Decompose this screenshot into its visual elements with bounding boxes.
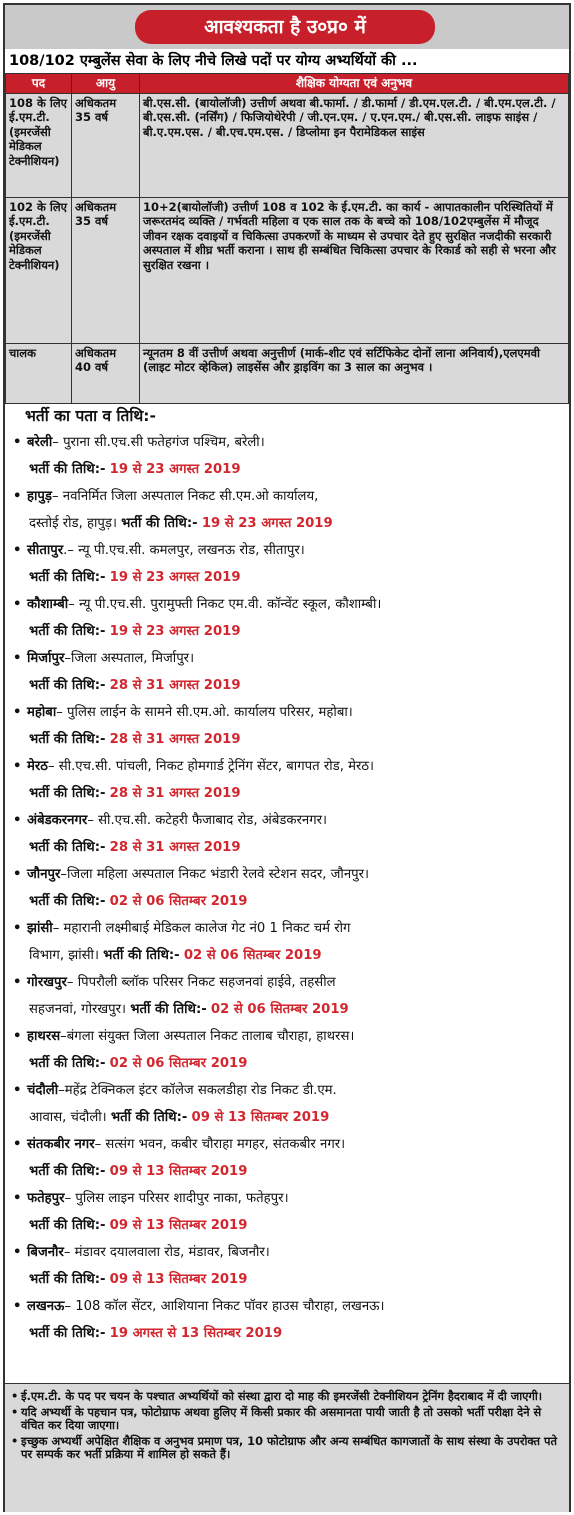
age-cell: अधिकतम 35 वर्ष <box>72 94 140 198</box>
eligibility-table <box>5 73 569 404</box>
location-city: बरेली <box>27 435 53 450</box>
location-address-line <box>5 591 569 618</box>
location-address: – पुलिस लाइन परिसर शादीपुर नाका, फतेहपुर। <box>64 1191 289 1206</box>
bullet-icon: • <box>13 543 22 558</box>
date-label: भर्ती की तिथि:- <box>29 1218 106 1233</box>
header-post: पद <box>6 74 72 94</box>
recruitment-date: 02 से 06 सितम्बर 2019 <box>210 1002 349 1017</box>
location-address-line <box>5 1185 569 1212</box>
post-cell: 108 के लिए ई.एम.टी. (इमरजेंसी मेडिकल टेक्नीशियन) <box>6 94 72 198</box>
location-address-cont: सहजनवां, गोरखपुर। <box>29 1002 127 1017</box>
location-address: – मंडावर दयालवाला रोड, मंडावर, बिजनौर। <box>63 1245 270 1260</box>
recruitment-locations <box>5 403 569 1347</box>
date-label: भर्ती की तिथि:- <box>29 1056 106 1071</box>
note-item: • इच्छुक अभ्यर्थी अपेक्षित शैक्षिक व अनुभव प्रमाण पत्र, 10 फोटोग्राफ और अन्य सम्बंधित कागजातों के साथ संस्था के उपरोक्त पते पर सम्पर्क कर भर्ती प्रक्रिया में शामिल हो सकते हैं। <box>11 1433 557 1462</box>
location-address-line <box>5 969 569 996</box>
location-date-line <box>5 1212 569 1239</box>
note-text: इच्छुक अभ्यर्थी अपेक्षित शैक्षिक व अनुभव प्रमाण पत्र, 10 फोटोग्राफ और अन्य सम्बंधित कागजातों के साथ संस्था के उपरोक्त पते पर सम्पर्क कर भर्ती प्रक्रिया में शामिल हो सकते हैं। <box>21 1433 557 1462</box>
location-address-cont: आवास, चंदौली। <box>29 1110 107 1125</box>
recruitment-date: 19 से 23 अगस्त 2019 <box>109 624 241 639</box>
location-address-cont: विभाग, झांसी। <box>29 948 99 963</box>
location-city: गोरखपुर <box>27 975 67 990</box>
date-label: भर्ती की तिथि:- <box>103 948 180 963</box>
bullet-icon: • <box>13 1083 22 1098</box>
date-label: भर्ती की तिथि:- <box>29 786 106 801</box>
bullet-icon: • <box>13 1137 22 1152</box>
location-date-line <box>5 1266 569 1293</box>
location-city: हापुड़ <box>27 489 52 504</box>
location-address-line <box>5 915 569 942</box>
location-date-line <box>5 456 569 483</box>
recruitment-date: 19 से 23 अगस्त 2019 <box>109 462 241 477</box>
date-label: भर्ती की तिथि:- <box>29 840 106 855</box>
location-address-line <box>5 1023 569 1050</box>
bullet-icon: • <box>13 1191 22 1206</box>
post-cell: चालक <box>6 344 72 404</box>
advertisement <box>3 3 571 1512</box>
bullet-icon: • <box>13 921 22 936</box>
location-city: मेरठ <box>27 759 48 774</box>
notice-line: 108/102 एम्बुलेंस सेवा के लिए नीचे लिखे पदों पर योग्य अभ्यर्थियों की ... <box>9 53 418 69</box>
header-band <box>5 5 569 49</box>
location-date-line <box>5 1158 569 1185</box>
note-item: • यदि अभ्यर्थी के पहचान पत्र, फोटोग्राफ अथवा हुलिए में किसी प्रकार की असमानता पायी जाती है तो उसको भर्ती परीक्षा देने से वंचित कर दिया जाएगा। <box>11 1404 542 1433</box>
bullet-icon: • <box>13 1029 22 1044</box>
recruitment-date: 19 अगस्त से 13 सितम्बर 2019 <box>109 1326 283 1341</box>
location-city: झांसी <box>27 921 53 936</box>
recruitment-date: 09 से 13 सितम्बर 2019 <box>109 1164 248 1179</box>
location-date-line <box>5 888 569 915</box>
location-address: – सत्संग भवन, कबीर चौराहा मगहर, संतकबीर नगर। <box>94 1137 346 1152</box>
date-label: भर्ती की तिथि:- <box>130 1002 207 1017</box>
location-address: – महारानी लक्ष्मीबाई मेडिकल कालेज गेट नं0 1 निकट चर्म रोग <box>52 921 351 936</box>
location-address-line <box>5 483 569 510</box>
location-address: – पुराना सी.एच.सी फतेहगंज पश्चिम, बरेली। <box>52 435 265 450</box>
date-label: भर्ती की तिथि:- <box>29 678 106 693</box>
location-city: चंदौली <box>27 1083 59 1098</box>
location-city: जौनपुर <box>27 867 61 882</box>
bullet-icon: • <box>13 975 22 990</box>
notes-box <box>5 1383 569 1512</box>
recruitment-date: 19 से 23 अगस्त 2019 <box>109 570 241 585</box>
date-label: भर्ती की तिथि:- <box>29 462 106 477</box>
bullet-icon: • <box>13 435 22 450</box>
date-label: भर्ती की तिथि:- <box>29 1272 106 1287</box>
location-address-line <box>5 645 569 672</box>
location-address: –बंगला संयुक्त जिला अस्पताल निकट तालाब चौराहा, हाथरस। <box>60 1029 355 1044</box>
location-date-line <box>5 510 569 537</box>
location-address-cont: दस्तोई रोड, हापुड़। <box>29 516 117 531</box>
note-text: ई.एम.टी. के पद पर चयन के पश्चात अभ्यर्थियों को संस्था द्वारा दो माह की इमरजेंसी टेक्नीशियन ट्रेनिंग हैदराबाद में दी जाएगी। <box>21 1389 543 1403</box>
location-city: अंबेडकरनगर <box>27 813 88 828</box>
location-date-line <box>5 834 569 861</box>
qualification-cell: न्यूनतम 8 वीं उत्तीर्ण अथवा अनुत्तीर्ण (मार्क-शीट एवं सर्टिफिकेट दोनों लाना अनिवार्य),एलएमवी (लाइट मोटर व्हेकिल) लाइसेंस और ड्राइविंग का 3 साल का अनुभव । <box>140 344 569 404</box>
date-label: भर्ती की तिथि:- <box>29 1326 106 1341</box>
header-qualification: शैक्षिक योग्यता एवं अनुभव <box>140 74 569 94</box>
location-city: फतेहपुर <box>27 1191 65 1206</box>
recruitment-date: 09 से 13 सितम्बर 2019 <box>109 1272 248 1287</box>
location-date-line <box>5 1320 569 1347</box>
date-label: भर्ती की तिथि:- <box>110 1110 188 1125</box>
location-address: .– न्यू पी.एच.सी. कमलपुर, लखनऊ रोड, सीतापुर। <box>63 543 305 558</box>
recruitment-date: 02 से 06 सितम्बर 2019 <box>183 948 322 963</box>
location-address-line <box>5 807 569 834</box>
location-date-line <box>5 996 569 1023</box>
location-city: महोबा <box>27 705 57 720</box>
bullet-icon: • <box>13 705 22 720</box>
location-date-line <box>5 942 569 969</box>
recruitment-date: 19 से 23 अगस्त 2019 <box>201 516 333 531</box>
location-address: – नवनिर्मित जिला अस्पताल निकट सी.एम.ओ कार्यालय, <box>51 489 319 504</box>
age-cell: अधिकतम 35 वर्ष <box>72 198 140 344</box>
location-date-line <box>5 618 569 645</box>
recruitment-date: 28 से 31 अगस्त 2019 <box>109 786 241 801</box>
bullet-icon: • <box>13 597 22 612</box>
post-cell: 102 के लिए ई.एम.टी. (इमरजेंसी मेडिकल टेक्नीशियन) <box>6 198 72 344</box>
location-city: कौशाम्बी <box>27 597 69 612</box>
location-city: मिर्जापुर <box>27 651 65 666</box>
banner-title: आवश्यकता है उ०प्र० में <box>135 10 435 44</box>
section-title: भर्ती का पता व तिथि:- <box>25 407 156 425</box>
location-date-line <box>5 726 569 753</box>
location-city: बिजनौर <box>27 1245 64 1260</box>
qualification-cell: बी.एस.सी. (बायोलॉजी) उत्तीर्ण अथवा बी.फार्मा. / डी.फार्मा / डी.एम.एल.टी. / बी.एम.एल.टी. / बी.एस.सी. (नर्सिंग) / फिजियोथेरेपी / जी.एन.एम. / ए.एन.एम./ बी.एस.सी. लाइफ साइंस / बी.ए.एम.एस. / बी.एच.एम.एस. / डिप्लोमा इन पैरामेडिकल साइंस <box>140 94 569 198</box>
date-label: भर्ती की तिथि:- <box>29 570 106 585</box>
location-address-line <box>5 1239 569 1266</box>
location-address: –जिला अस्पताल, मिर्जापुर। <box>64 651 195 666</box>
recruitment-date: 09 से 13 सितम्बर 2019 <box>109 1218 248 1233</box>
location-address-line <box>5 1077 569 1104</box>
location-address: – सी.एच.सी. पांचली, निकट होमगार्ड ट्रेनिंग सेंटर, बागपत रोड, मेरठ। <box>47 759 375 774</box>
location-date-line <box>5 1104 569 1131</box>
bullet-icon: • <box>13 489 22 504</box>
location-address: – पुलिस लाईन के सामने सी.एम.ओ. कार्यालय परिसर, महोबा। <box>56 705 353 720</box>
recruitment-date: 02 से 06 सितम्बर 2019 <box>109 894 248 909</box>
header-age: आयु <box>72 74 140 94</box>
recruitment-date: 02 से 06 सितम्बर 2019 <box>109 1056 248 1071</box>
location-address: – न्यू पी.एच.सी. पुरामुफ्ती निकट एम.वी. कॉन्वेंट स्कूल, कौशाम्बी। <box>68 597 382 612</box>
location-city: सीतापुर <box>27 543 64 558</box>
location-date-line <box>5 1050 569 1077</box>
table-header-row <box>6 74 569 94</box>
date-label: भर्ती की तिथि:- <box>29 732 106 747</box>
location-city: हाथरस <box>27 1029 61 1044</box>
recruitment-date: 28 से 31 अगस्त 2019 <box>109 840 241 855</box>
location-address: –जिला महिला अस्पताल निकट भंडारी रेलवे स्टेशन सदर, जौनपुर। <box>60 867 370 882</box>
location-address: –महेंद्र टेक्निकल इंटर कॉलेज सकलडीहा रोड निकट डी.एम. <box>58 1083 337 1098</box>
table-row <box>6 94 569 198</box>
bullet-icon: • <box>13 759 22 774</box>
recruitment-date: 09 से 13 सितम्बर 2019 <box>191 1110 330 1125</box>
date-label: भर्ती की तिथि:- <box>121 516 198 531</box>
location-address-line <box>5 861 569 888</box>
location-address-line <box>5 429 569 456</box>
table-row <box>6 198 569 344</box>
location-address-line <box>5 699 569 726</box>
qualification-cell: 10+2(बायोलॉजी) उत्तीर्ण 108 व 102 के ई.एम.टी. का कार्य - आपातकालीन परिस्थितियों में जरूरतमंद व्यक्ति / गर्भवती महिला व एक साल तक के बच्चे को 108/102एम्बुलेंस में मौजूद जीवन रक्षक दवाइयों व चिकित्सा उपकरणों के माध्यम से उपचार देते हुए सुरक्षित नजदीकी सरकारी अस्पताल में शीघ्र भर्ती कराना । साथ ही सम्बंधित चिकित्सा उपचार के रिकार्ड को सही से भरना और सुरक्षित रखना । <box>140 198 569 344</box>
location-list <box>5 429 569 1347</box>
location-city: संतकबीर नगर <box>27 1137 95 1152</box>
location-address-line <box>5 1293 569 1320</box>
location-address-line <box>5 1131 569 1158</box>
date-label: भर्ती की तिथि:- <box>29 1164 106 1179</box>
location-address: – 108 कॉल सेंटर, आशियाना निकट पॉवर हाउस चौराहा, लखनऊ। <box>64 1299 385 1314</box>
age-cell: अधिकतम 40 वर्ष <box>72 344 140 404</box>
date-label: भर्ती की तिथि:- <box>29 894 106 909</box>
bullet-icon: • <box>13 1245 22 1260</box>
note-text: यदि अभ्यर्थी के पहचान पत्र, फोटोग्राफ अथवा हुलिए में किसी प्रकार की असमानता पायी जाती है तो उसको भर्ती परीक्षा देने से वंचित कर दिया जाएगा। <box>21 1404 542 1433</box>
location-date-line <box>5 672 569 699</box>
bullet-icon: • <box>13 813 22 828</box>
location-address: – पिपरौली ब्लॉक परिसर निकट सहजनवां हाईवे, तहसील <box>66 975 336 990</box>
recruitment-date: 28 से 31 अगस्त 2019 <box>109 732 241 747</box>
date-label: भर्ती की तिथि:- <box>29 624 106 639</box>
recruitment-date: 28 से 31 अगस्त 2019 <box>109 678 241 693</box>
location-date-line <box>5 564 569 591</box>
location-city: लखनऊ <box>27 1299 65 1314</box>
location-address: – सी.एच.सी. कटेहरी फैजाबाद रोड, अंबेडकरनगर। <box>87 813 328 828</box>
note-item: • ई.एम.टी. के पद पर चयन के पश्चात अभ्यर्थियों को संस्था द्वारा दो माह की इमरजेंसी टेक्नीशियन ट्रेनिंग हैदराबाद में दी जाएगी। <box>11 1389 543 1403</box>
location-address-line <box>5 753 569 780</box>
location-address-line <box>5 537 569 564</box>
bullet-icon: • <box>13 1299 22 1314</box>
table-row <box>6 344 569 404</box>
bullet-icon: • <box>13 867 22 882</box>
location-date-line <box>5 780 569 807</box>
bullet-icon: • <box>13 651 22 666</box>
